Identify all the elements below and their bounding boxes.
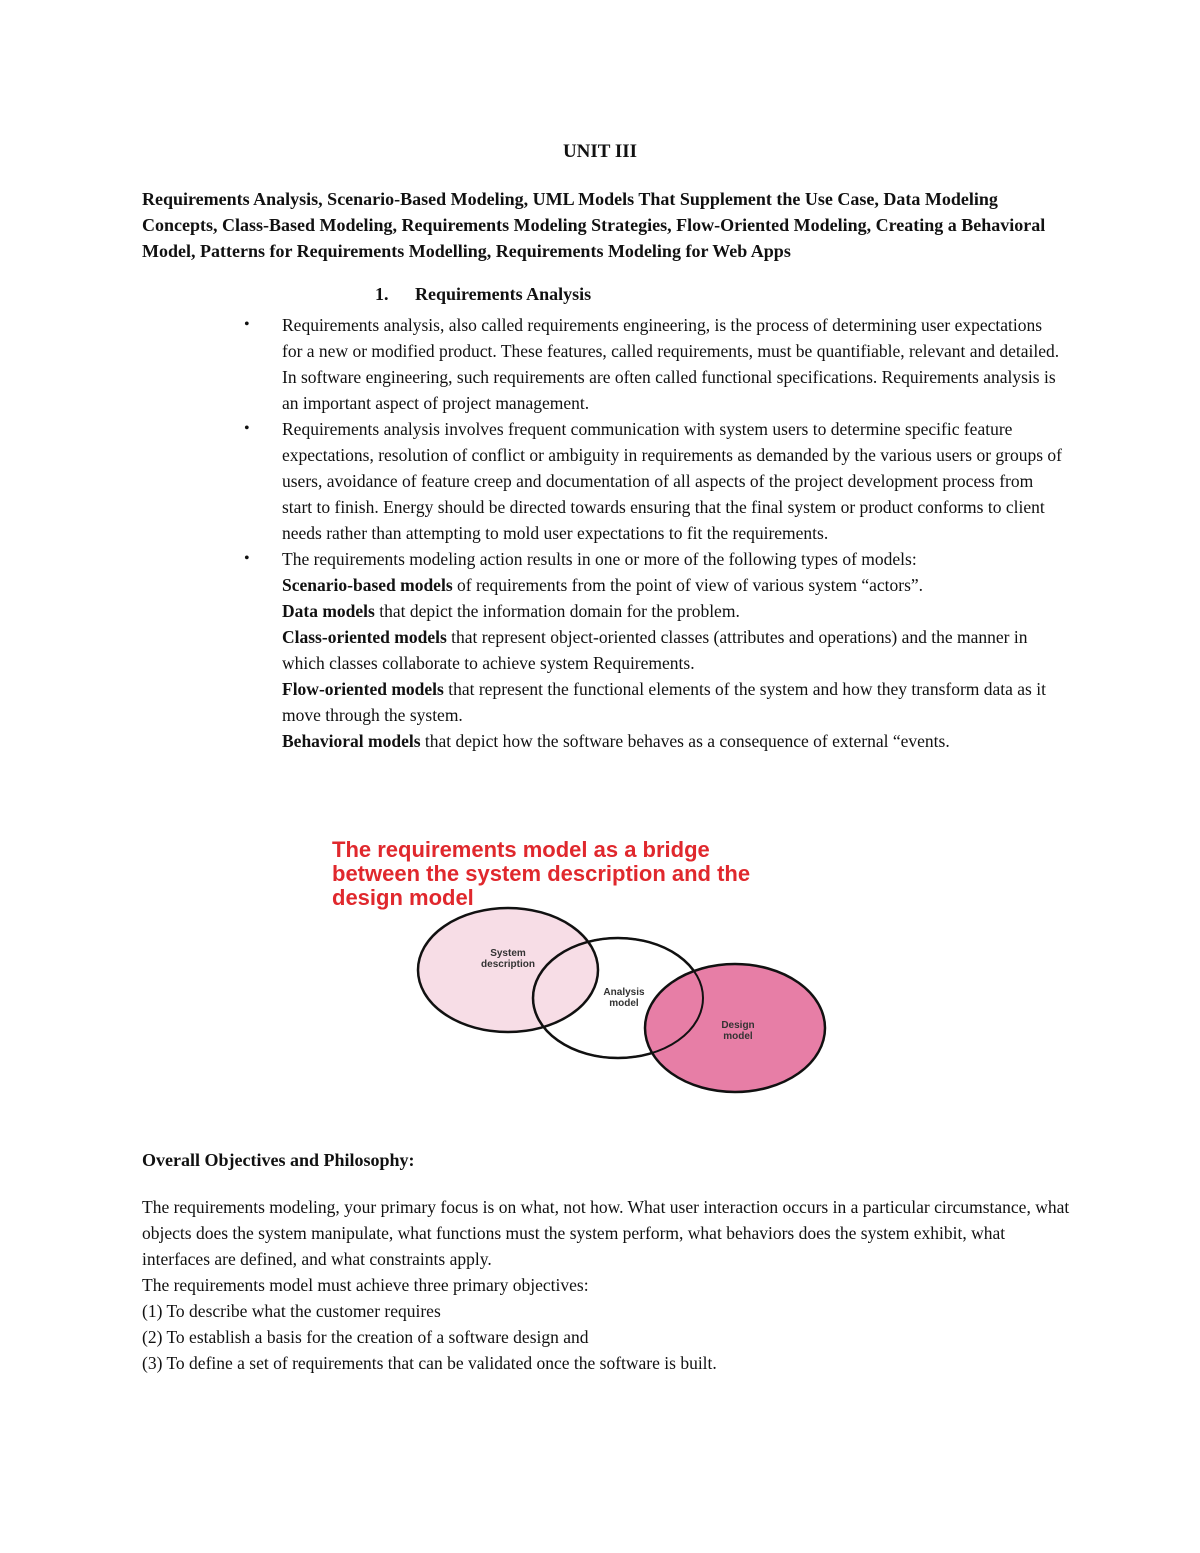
bullet-icon: • — [244, 550, 250, 567]
model-desc: of requirements from the point of view of various system “actors”. — [452, 575, 924, 595]
model-term: Scenario-based models — [282, 575, 453, 595]
system-description-circle — [418, 908, 598, 1032]
section-number: 1. — [375, 284, 389, 304]
circle2-label-line2: model — [609, 998, 639, 1009]
bullet-text: The requirements modeling action results in one or more of the following types of models: — [282, 549, 917, 569]
objectives-body — [142, 1194, 1072, 1376]
bullet-list — [244, 312, 1063, 754]
model-desc: that depict the information domain for the problem. — [374, 601, 740, 621]
section-heading — [375, 284, 591, 305]
bullet-text: Requirements analysis involves frequent communication with system users to determine specific feature expectations, resolution of conflict or ambiguity in requirements as demanded by the various users or groups of users, avoidance of feature creep and documentation of all aspects of the project development process from start to finish. Energy should be directed towards ensuring that the final system or product conforms to client needs rather than attempting to mold user expectations to fit the requirements. — [282, 419, 1063, 543]
model-type-line — [282, 728, 1062, 754]
circle1-label-line2: description — [481, 959, 535, 970]
model-desc: that depict how the software behaves as a consequence of external “events. — [420, 731, 950, 751]
venn-diagram — [318, 828, 878, 1108]
section-title: Requirements Analysis — [415, 284, 592, 304]
unit-title: UNIT III — [562, 141, 638, 162]
objectives-heading: Overall Objectives and Philosophy: — [142, 1150, 415, 1170]
objective-item: (1) To describe what the customer requires — [142, 1301, 441, 1321]
objective-item: (2) To establish a basis for the creation of a software design and — [142, 1327, 589, 1347]
bullet-item — [244, 312, 1062, 416]
model-term: Flow-oriented models — [282, 679, 444, 699]
model-term: Data models — [282, 601, 375, 621]
model-type-line — [282, 624, 1062, 676]
bullet-item — [244, 416, 1063, 546]
model-type-line — [282, 598, 1062, 624]
circle2-label-line1: Analysis — [603, 987, 645, 998]
bullet-icon: • — [244, 316, 250, 333]
objectives-paragraph: The requirements modeling, your primary focus is on what, not how. What user interaction occurs in a particular circumstance, what objects does the system manipulate, what functions must the system perform, what behaviors does the system exhibit, what interfaces are defined, and what constraints apply. — [142, 1197, 1070, 1269]
figure-title-line: between the system description and the — [332, 861, 751, 886]
objectives-intro: The requirements model must achieve three primary objectives: — [142, 1275, 589, 1295]
model-desc: that represent the functional elements of the system and how they transform data as it move through the system. — [282, 679, 1046, 725]
model-type-line — [282, 572, 1062, 598]
bullet-text: Requirements analysis, also called requirements engineering, is the process of determining user expectations for a new or modified product. These features, called requirements, must be quantifiable, relevant and detailed. In software engineering, such requirements are often called functional specifications. Requirements analysis is an important aspect of project management. — [282, 315, 1060, 413]
requirements-bridge-figure — [318, 828, 878, 1108]
figure-title-line: design model — [332, 885, 474, 910]
circle3-label-line2: model — [723, 1031, 753, 1042]
model-desc: that represent object-oriented classes (attributes and operations) and the manner in which classes collaborate to achieve system Requirements. — [282, 627, 1028, 673]
circle1-label-line1: System — [490, 948, 526, 959]
figure-title-line: The requirements model as a bridge — [332, 837, 710, 862]
model-term: Class-oriented models — [282, 627, 447, 647]
model-type-line — [282, 676, 1062, 728]
objective-item: (3) To define a set of requirements that can be validated once the software is built. — [142, 1353, 717, 1373]
circle3-label-line1: Design — [721, 1020, 755, 1031]
bullet-item — [244, 546, 1062, 754]
model-term: Behavioral models — [282, 731, 421, 751]
topics-list: Requirements Analysis, Scenario-Based Modeling, UML Models That Supplement the Use Case, Data Modeling Concepts, Class-Based Modeling, Requirements Modeling Strategies, Flow-Oriented Modeling, Creating a Behavioral Model, Patterns for Requirements Modelling, Requirements Modeling for Web Apps — [142, 189, 1046, 261]
bullet-icon: • — [244, 420, 250, 437]
